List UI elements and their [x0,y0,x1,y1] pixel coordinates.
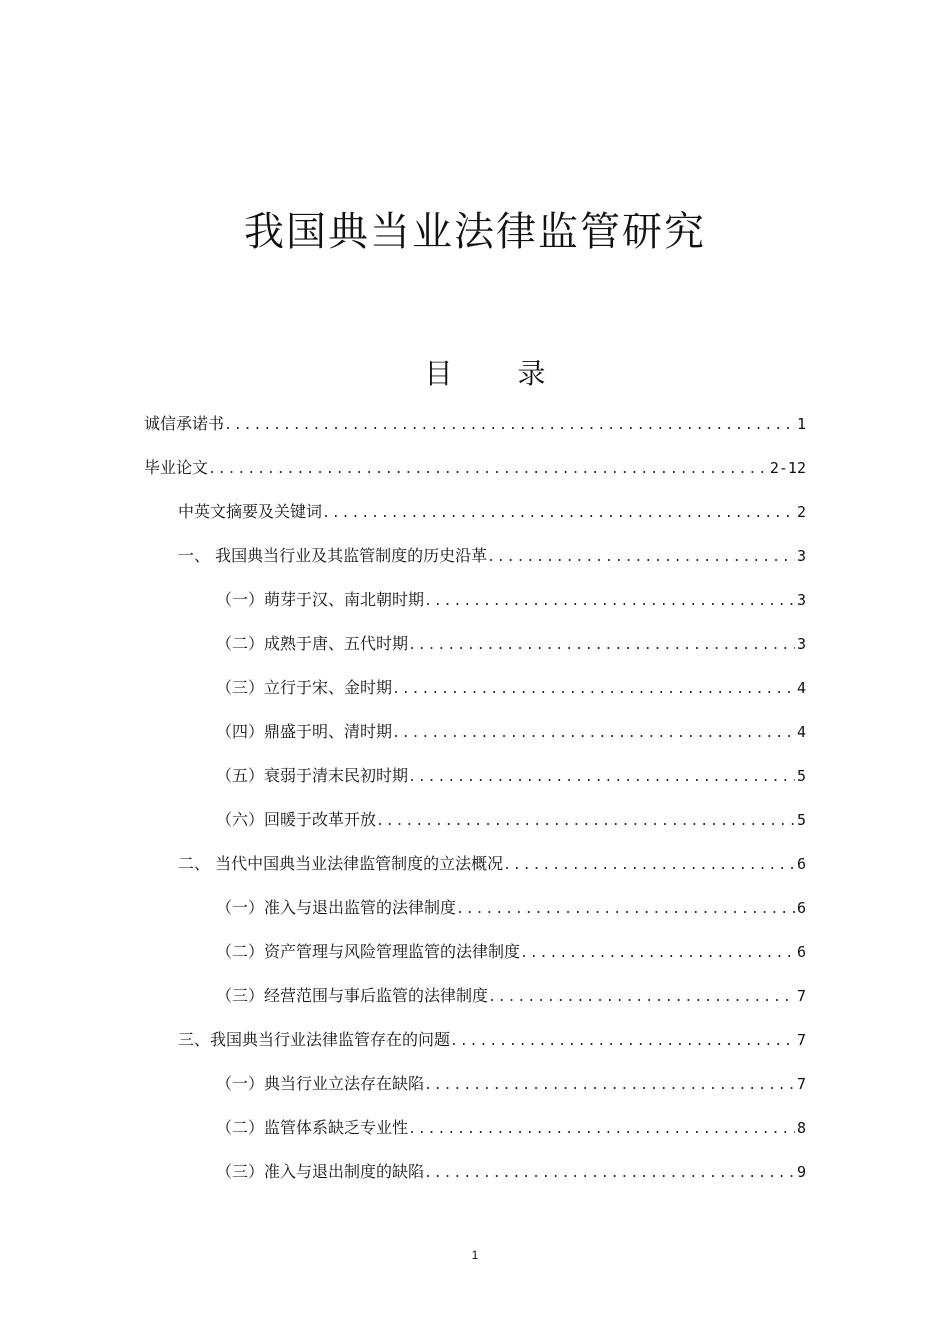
toc-leader-dots [424,1074,795,1098]
toc-leader-dots [424,1162,795,1186]
toc-leader-dots [392,678,795,702]
page-number: 1 [471,1248,479,1262]
toc-entry-page: 5 [796,767,806,785]
toc-entry-page: 7 [796,1031,806,1049]
toc-entry-page: 6 [796,943,806,961]
toc-entry-label: （一）典当行业立法存在缺陷 [216,1074,425,1093]
toc-leader-dots [488,986,795,1010]
toc-entry[interactable] [178,1028,806,1052]
toc-entry-label: （一）准入与退出监管的法律制度 [216,898,457,917]
document-title: 我国典当业法律监管研究 [244,209,706,255]
toc-entry-page: 1 [796,415,806,433]
toc-entry[interactable] [178,852,806,876]
toc-leader-dots [322,502,795,526]
toc-entry-label: （五）衰弱于清末民初时期 [216,766,409,785]
toc-leader-dots [392,722,795,746]
toc-leader-dots [224,414,795,438]
toc-leader-dots [376,810,795,834]
toc-entry-page: 4 [796,679,806,697]
toc-leader-dots [424,590,795,614]
toc-entry-label: （二）成熟于唐、五代时期 [216,634,409,653]
toc-entry[interactable] [178,544,806,568]
toc-entry-label: （二）资产管理与风险管理监管的法律制度 [216,942,521,961]
toc-entry-page: 2 [796,503,806,521]
toc-entry-label: 二、 当代中国典当业法律监管制度的立法概况 [178,854,504,873]
toc-entry-page: 3 [796,591,806,609]
toc-leader-dots [456,898,795,922]
toc-leader-dots [520,942,795,966]
toc-entry-label: （三）准入与退出制度的缺陷 [216,1162,425,1181]
toc-entry[interactable] [216,588,806,612]
toc-entry-page: 7 [796,1075,806,1093]
toc-entry-label: 诚信承诺书 [144,414,225,433]
toc-entry-label: 毕业论文 [144,458,209,477]
toc-entry[interactable] [144,412,806,436]
toc-entry[interactable] [216,808,806,832]
toc-entry-page: 5 [796,811,806,829]
toc-entry[interactable] [216,1160,806,1184]
toc-heading: 目 录 [424,357,574,390]
toc-entry[interactable] [216,632,806,656]
toc-entry[interactable] [178,500,806,524]
toc-entry[interactable] [144,456,806,480]
toc-leader-dots [408,1118,795,1142]
toc-entry-label: （一）萌芽于汉、南北朝时期 [216,590,425,609]
toc-entry[interactable] [216,1116,806,1140]
toc-entry[interactable] [216,896,806,920]
toc-leader-dots [450,1030,795,1054]
toc-entry-page: 2-12 [769,459,806,477]
toc-entry-label: 中英文摘要及关键词 [178,502,323,521]
toc-entry[interactable] [216,984,806,1008]
toc-entry-page: 6 [796,855,806,873]
toc-entry-page: 9 [796,1163,806,1181]
toc-entry-label: （二）监管体系缺乏专业性 [216,1118,409,1137]
toc-entry[interactable] [216,940,806,964]
toc-entry-page: 7 [796,987,806,1005]
toc-entry-page: 3 [796,547,806,565]
toc-entry-label: 三、我国典当行业法律监管存在的问题 [178,1030,451,1049]
toc-entry-label: （三）经营范围与事后监管的法律制度 [216,986,489,1005]
toc-entry-page: 8 [796,1119,806,1137]
toc-entry[interactable] [216,764,806,788]
toc-leader-dots [208,458,768,482]
toc-leader-dots [487,546,795,570]
toc-entry-label: （四）鼎盛于明、清时期 [216,722,393,741]
toc-entry-page: 6 [796,899,806,917]
toc-entry-page: 3 [796,635,806,653]
toc-entry-label: （六）回暖于改革开放 [216,810,377,829]
toc-entry[interactable] [216,676,806,700]
toc-entry[interactable] [216,1072,806,1096]
toc-entry[interactable] [216,720,806,744]
toc-entry-label: 一、 我国典当行业及其监管制度的历史沿革 [178,546,488,565]
toc-leader-dots [408,634,795,658]
toc-leader-dots [408,766,795,790]
toc-entry-label: （三）立行于宋、金时期 [216,678,393,697]
toc-entry-page: 4 [796,723,806,741]
toc-leader-dots [503,854,795,878]
